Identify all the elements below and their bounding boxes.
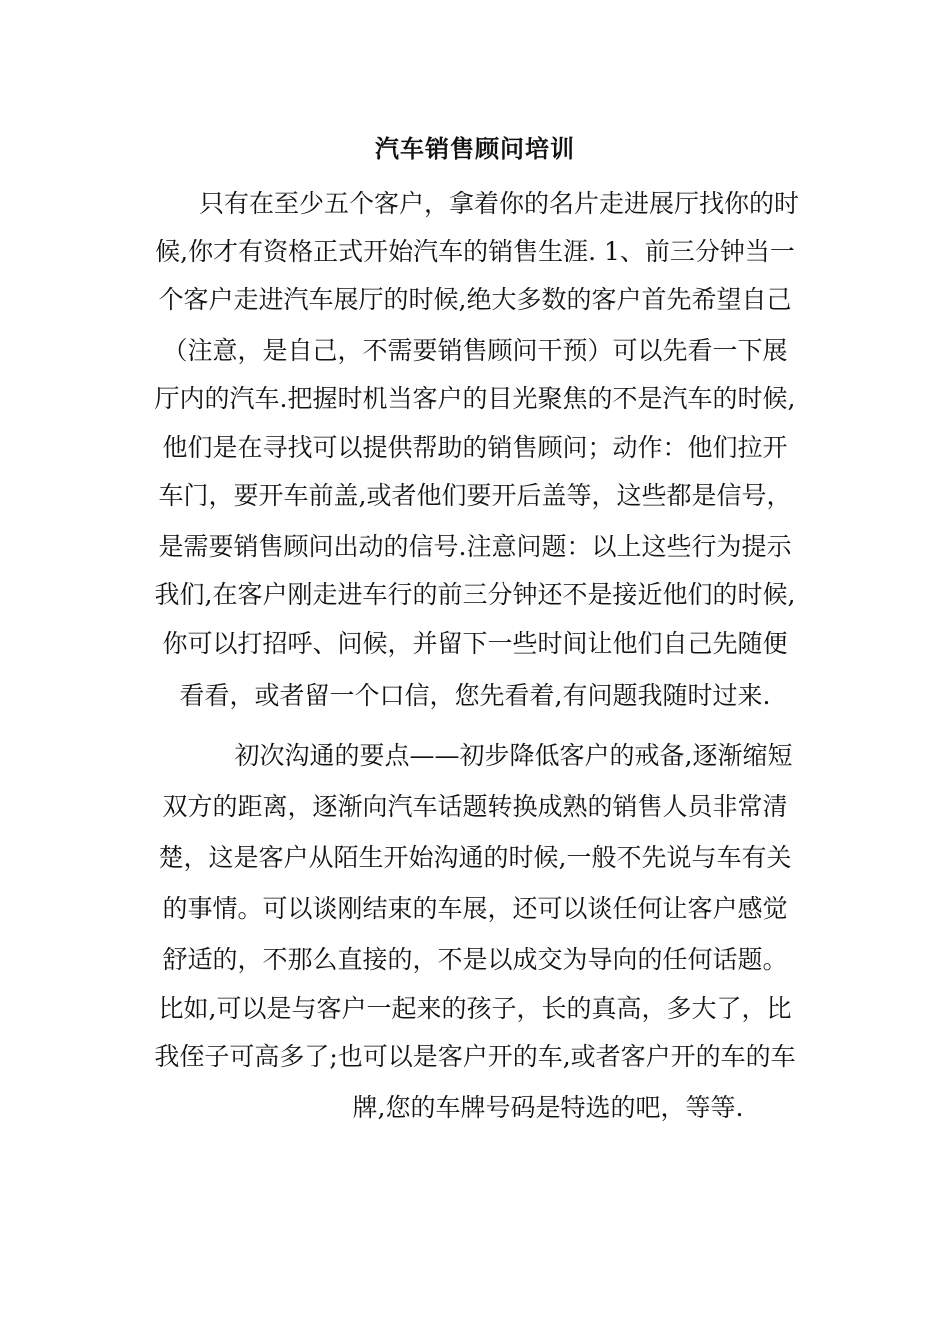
paragraph-1-line-2: 候,你才有资格正式开始汽车的销售生涯. 1、前三分钟当一 xyxy=(155,237,795,266)
paragraph-1-line-11: 看看，或者留一个口信，您先看着,有问题我随时过来. xyxy=(179,681,771,710)
paragraph-1-line-7: 车门，要开车前盖,或者他们要开后盖等，这些都是信号， xyxy=(158,481,792,510)
paragraph-2-line-2: 双方的距离，逐渐向汽车话题转换成熟的销售人员非常清 xyxy=(162,792,788,821)
paragraph-2-line-5: 舒适的，不那么直接的，不是以成交为导向的任何话题。 xyxy=(162,945,788,974)
paragraph-1-line-1: 只有在至少五个客户，拿着你的名片走进展厅找你的时 xyxy=(198,189,799,218)
paragraph-1-line-9: 我们,在客户刚走进车行的前三分钟还不是接近他们的时候, xyxy=(154,580,796,609)
document-title: 汽车销售顾问培训 xyxy=(375,134,575,163)
paragraph-1-line-3: 个客户走进汽车展厅的时候,绝大多数的客户首先希望自己 xyxy=(158,285,792,314)
paragraph-1-line-10: 你可以打招呼、问候，并留下一些时间让他们自己先随便 xyxy=(162,629,788,658)
paragraph-1-line-8: 是需要销售顾问出动的信号.注意问题：以上这些行为提示 xyxy=(158,532,792,561)
paragraph-1-line-6: 他们是在寻找可以提供帮助的销售顾问；动作：他们拉开 xyxy=(162,433,788,462)
paragraph-1-line-4: （注意，是自己，不需要销售顾问干预）可以先看一下展 xyxy=(162,336,788,365)
paragraph-2-line-3: 楚，这是客户从陌生开始沟通的时候,一般不先说与车有关 xyxy=(158,843,792,872)
paragraph-2-line-7: 我侄子可高多了;也可以是客户开的车,或者客户开的车的车 xyxy=(154,1042,796,1071)
paragraph-2-line-1: 初次沟通的要点——初步降低客户的戒备,逐渐缩短 xyxy=(234,741,793,770)
paragraph-2-line-4: 的事情。可以谈刚结束的车展，还可以谈任何让客户感觉 xyxy=(162,894,788,923)
paragraph-2-line-6: 比如,可以是与客户一起来的孩子，长的真高，多大了，比 xyxy=(158,994,792,1023)
paragraph-1-line-5: 厅内的汽车.把握时机当客户的目光聚焦的不是汽车的时候, xyxy=(154,384,796,413)
paragraph-2-line-8: 牌,您的车牌号码是特选的吧，等等. xyxy=(352,1093,744,1122)
